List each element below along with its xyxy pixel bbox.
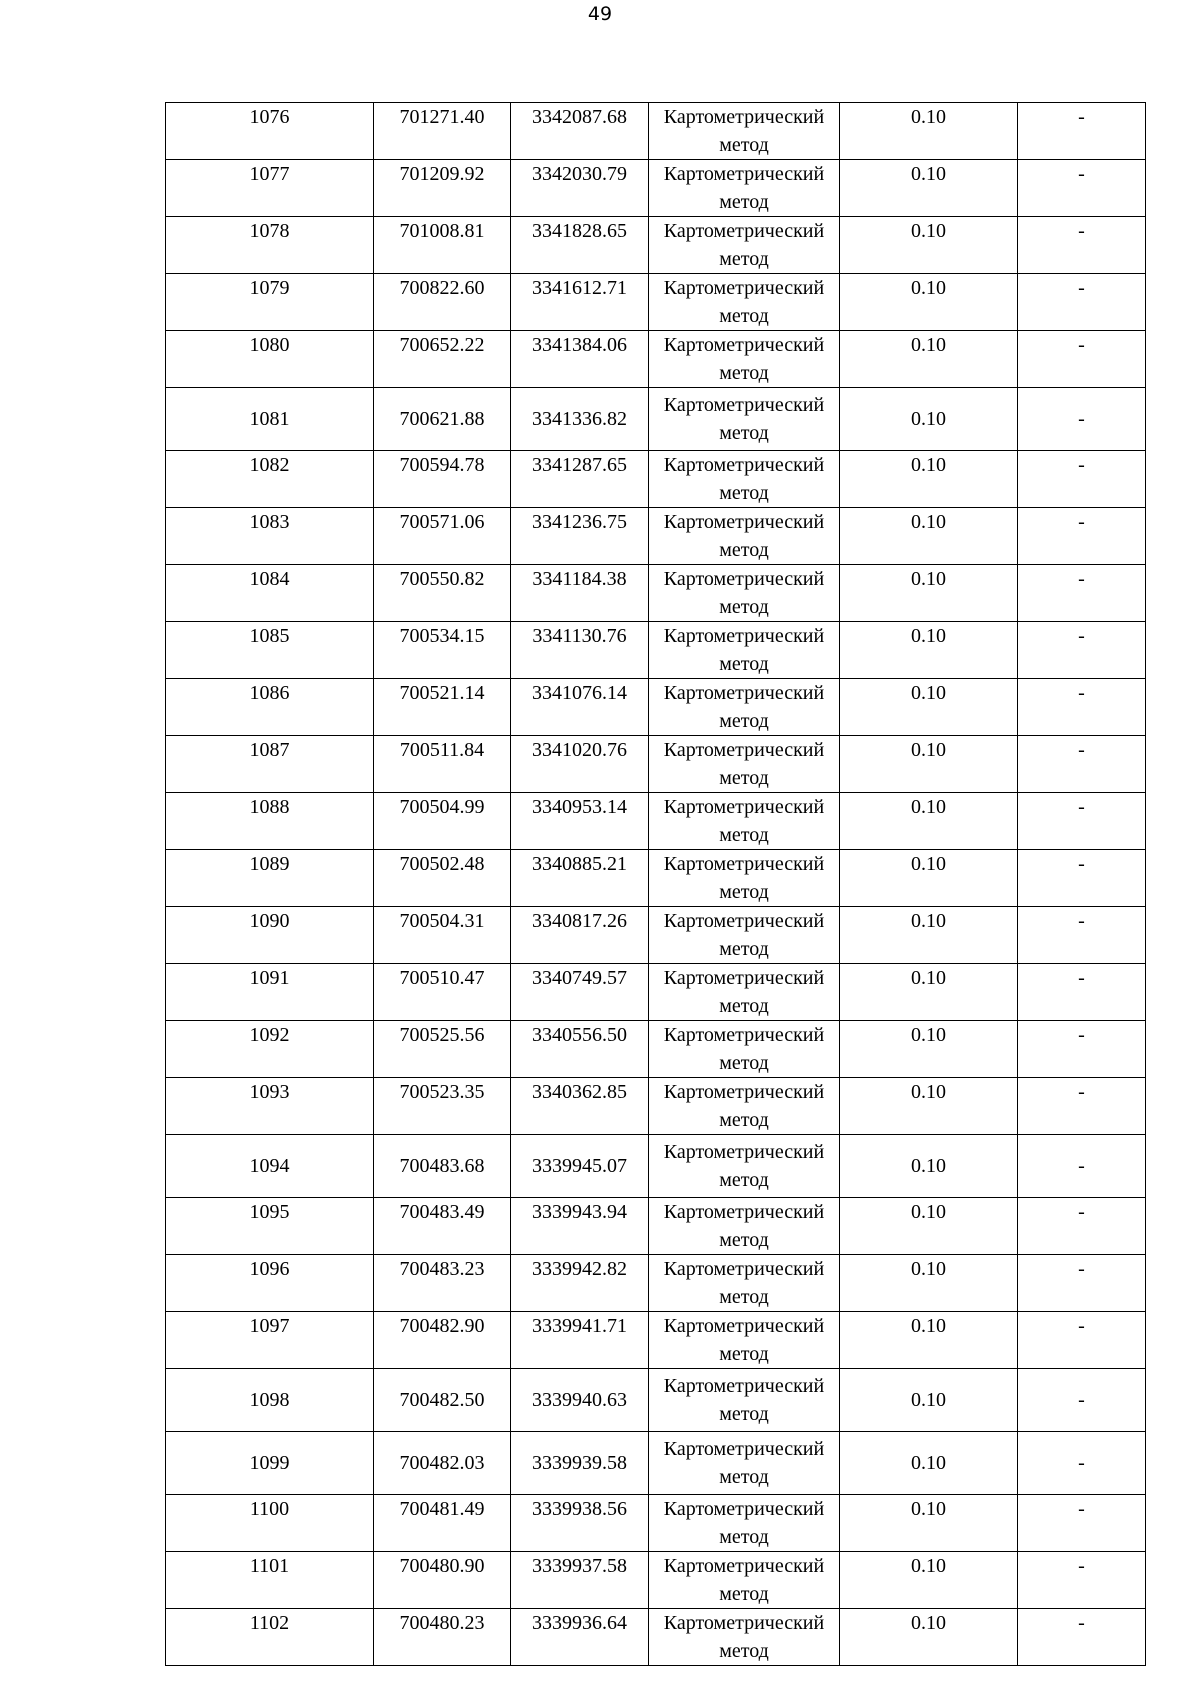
table-row (166, 388, 1146, 451)
point-number-cell: 1082 (166, 451, 374, 508)
method-cell (649, 217, 840, 274)
accuracy-cell: 0.10 (840, 1021, 1018, 1078)
x-coordinate-cell: 700483.23 (374, 1255, 511, 1312)
accuracy-cell: 0.10 (840, 103, 1018, 160)
method-line: метод (719, 191, 769, 213)
method-line: Картометрический (663, 277, 825, 299)
accuracy-cell: 0.10 (840, 1255, 1018, 1312)
note-cell: - (1018, 907, 1146, 964)
table-row (166, 1552, 1146, 1609)
point-number-cell: 1083 (166, 508, 374, 565)
y-coordinate-cell: 3341130.76 (511, 622, 649, 679)
x-coordinate-cell: 700483.49 (374, 1198, 511, 1255)
table-body (166, 103, 1146, 1666)
x-coordinate-cell: 700523.35 (374, 1078, 511, 1135)
x-coordinate-cell: 701209.92 (374, 160, 511, 217)
y-coordinate-cell: 3339940.63 (511, 1369, 649, 1432)
method-line: Картометрический (663, 1258, 825, 1280)
y-coordinate-cell: 3341020.76 (511, 736, 649, 793)
table-row (166, 1198, 1146, 1255)
method-cell (649, 1198, 840, 1255)
x-coordinate-cell: 700504.31 (374, 907, 511, 964)
method-line: метод (719, 362, 769, 384)
method-cell (649, 1495, 840, 1552)
method-line: Картометрический (663, 1201, 825, 1223)
x-coordinate-cell: 700571.06 (374, 508, 511, 565)
y-coordinate-cell: 3341384.06 (511, 331, 649, 388)
y-coordinate-cell: 3341076.14 (511, 679, 649, 736)
method-line: Картометрический (663, 163, 825, 185)
x-coordinate-cell: 700521.14 (374, 679, 511, 736)
accuracy-cell: 0.10 (840, 736, 1018, 793)
y-coordinate-cell: 3340749.57 (511, 964, 649, 1021)
method-cell (649, 1255, 840, 1312)
y-coordinate-cell: 3340817.26 (511, 907, 649, 964)
method-line: метод (719, 248, 769, 270)
method-cell (649, 508, 840, 565)
note-cell: - (1018, 388, 1146, 451)
table-row (166, 508, 1146, 565)
method-cell (649, 907, 840, 964)
method-line: метод (719, 422, 769, 444)
y-coordinate-cell: 3339937.58 (511, 1552, 649, 1609)
point-number-cell: 1101 (166, 1552, 374, 1609)
accuracy-cell: 0.10 (840, 274, 1018, 331)
y-coordinate-cell: 3340885.21 (511, 850, 649, 907)
table-row (166, 160, 1146, 217)
table-row (166, 964, 1146, 1021)
point-number-cell: 1098 (166, 1369, 374, 1432)
y-coordinate-cell: 3341184.38 (511, 565, 649, 622)
method-cell (649, 1021, 840, 1078)
note-cell: - (1018, 793, 1146, 850)
y-coordinate-cell: 3339945.07 (511, 1135, 649, 1198)
method-line: Картометрический (663, 106, 825, 128)
accuracy-cell: 0.10 (840, 679, 1018, 736)
table-row (166, 1609, 1146, 1666)
page-number: 49 (587, 3, 613, 25)
y-coordinate-cell: 3342030.79 (511, 160, 649, 217)
method-line: Картометрический (663, 334, 825, 356)
note-cell: - (1018, 103, 1146, 160)
point-number-cell: 1085 (166, 622, 374, 679)
method-line: метод (719, 1526, 769, 1548)
point-number-cell: 1102 (166, 1609, 374, 1666)
coordinates-table (165, 102, 1146, 1666)
method-cell (649, 451, 840, 508)
table-row (166, 1135, 1146, 1198)
method-line: метод (719, 539, 769, 561)
method-line: метод (719, 1640, 769, 1662)
method-line: метод (719, 710, 769, 732)
accuracy-cell: 0.10 (840, 907, 1018, 964)
method-line: Картометрический (663, 796, 825, 818)
method-line: Картометрический (663, 1555, 825, 1577)
table-row (166, 1021, 1146, 1078)
method-cell (649, 1432, 840, 1495)
table-row (166, 1078, 1146, 1135)
point-number-cell: 1079 (166, 274, 374, 331)
x-coordinate-cell: 701008.81 (374, 217, 511, 274)
method-line: Картометрический (663, 1315, 825, 1337)
table-row (166, 679, 1146, 736)
x-coordinate-cell: 700511.84 (374, 736, 511, 793)
point-number-cell: 1078 (166, 217, 374, 274)
x-coordinate-cell: 700483.68 (374, 1135, 511, 1198)
y-coordinate-cell: 3339936.64 (511, 1609, 649, 1666)
x-coordinate-cell: 701271.40 (374, 103, 511, 160)
method-cell (649, 964, 840, 1021)
point-number-cell: 1076 (166, 103, 374, 160)
point-number-cell: 1093 (166, 1078, 374, 1135)
method-cell (649, 1078, 840, 1135)
method-line: Картометрический (663, 1081, 825, 1103)
point-number-cell: 1092 (166, 1021, 374, 1078)
x-coordinate-cell: 700480.90 (374, 1552, 511, 1609)
method-cell (649, 1369, 840, 1432)
accuracy-cell: 0.10 (840, 1495, 1018, 1552)
method-line: метод (719, 1109, 769, 1131)
method-cell (649, 1312, 840, 1369)
x-coordinate-cell: 700621.88 (374, 388, 511, 451)
note-cell: - (1018, 1198, 1146, 1255)
y-coordinate-cell: 3339943.94 (511, 1198, 649, 1255)
table-row (166, 793, 1146, 850)
method-line: Картометрический (663, 967, 825, 989)
note-cell: - (1018, 1432, 1146, 1495)
method-line: метод (719, 1466, 769, 1488)
table-row (166, 565, 1146, 622)
accuracy-cell: 0.10 (840, 508, 1018, 565)
method-line: метод (719, 824, 769, 846)
table-row (166, 736, 1146, 793)
method-line: Картометрический (663, 853, 825, 875)
method-cell (649, 103, 840, 160)
y-coordinate-cell: 3341336.82 (511, 388, 649, 451)
point-number-cell: 1091 (166, 964, 374, 1021)
note-cell: - (1018, 1255, 1146, 1312)
method-line: Картометрический (663, 220, 825, 242)
accuracy-cell: 0.10 (840, 622, 1018, 679)
point-number-cell: 1097 (166, 1312, 374, 1369)
method-line: Картометрический (663, 1438, 825, 1460)
table-row (166, 217, 1146, 274)
method-line: метод (719, 881, 769, 903)
note-cell: - (1018, 565, 1146, 622)
point-number-cell: 1088 (166, 793, 374, 850)
y-coordinate-cell: 3340362.85 (511, 1078, 649, 1135)
accuracy-cell: 0.10 (840, 1312, 1018, 1369)
y-coordinate-cell: 3339938.56 (511, 1495, 649, 1552)
note-cell: - (1018, 217, 1146, 274)
note-cell: - (1018, 1552, 1146, 1609)
x-coordinate-cell: 700482.50 (374, 1369, 511, 1432)
point-number-cell: 1095 (166, 1198, 374, 1255)
method-cell (649, 1609, 840, 1666)
note-cell: - (1018, 622, 1146, 679)
note-cell: - (1018, 160, 1146, 217)
table-row (166, 1432, 1146, 1495)
method-cell (649, 565, 840, 622)
method-cell (649, 1135, 840, 1198)
method-line: Картометрический (663, 625, 825, 647)
note-cell: - (1018, 1609, 1146, 1666)
method-cell (649, 274, 840, 331)
accuracy-cell: 0.10 (840, 388, 1018, 451)
method-cell (649, 736, 840, 793)
accuracy-cell: 0.10 (840, 331, 1018, 388)
x-coordinate-cell: 700594.78 (374, 451, 511, 508)
table-row (166, 1312, 1146, 1369)
method-line: Картометрический (663, 454, 825, 476)
y-coordinate-cell: 3339942.82 (511, 1255, 649, 1312)
accuracy-cell: 0.10 (840, 217, 1018, 274)
y-coordinate-cell: 3341828.65 (511, 217, 649, 274)
accuracy-cell: 0.10 (840, 1432, 1018, 1495)
point-number-cell: 1081 (166, 388, 374, 451)
method-line: Картометрический (663, 1498, 825, 1520)
x-coordinate-cell: 700534.15 (374, 622, 511, 679)
note-cell: - (1018, 850, 1146, 907)
note-cell: - (1018, 331, 1146, 388)
note-cell: - (1018, 508, 1146, 565)
method-line: метод (719, 938, 769, 960)
method-line: метод (719, 596, 769, 618)
note-cell: - (1018, 964, 1146, 1021)
y-coordinate-cell: 3340556.50 (511, 1021, 649, 1078)
x-coordinate-cell: 700525.56 (374, 1021, 511, 1078)
method-cell (649, 1552, 840, 1609)
y-coordinate-cell: 3342087.68 (511, 103, 649, 160)
y-coordinate-cell: 3341287.65 (511, 451, 649, 508)
x-coordinate-cell: 700502.48 (374, 850, 511, 907)
note-cell: - (1018, 274, 1146, 331)
x-coordinate-cell: 700504.99 (374, 793, 511, 850)
method-line: метод (719, 1229, 769, 1251)
point-number-cell: 1086 (166, 679, 374, 736)
table-row (166, 907, 1146, 964)
accuracy-cell: 0.10 (840, 1369, 1018, 1432)
table-row (166, 1255, 1146, 1312)
method-line: метод (719, 1286, 769, 1308)
note-cell: - (1018, 736, 1146, 793)
point-number-cell: 1089 (166, 850, 374, 907)
x-coordinate-cell: 700510.47 (374, 964, 511, 1021)
point-number-cell: 1084 (166, 565, 374, 622)
y-coordinate-cell: 3341612.71 (511, 274, 649, 331)
method-line: метод (719, 995, 769, 1017)
y-coordinate-cell: 3341236.75 (511, 508, 649, 565)
method-cell (649, 679, 840, 736)
accuracy-cell: 0.10 (840, 565, 1018, 622)
method-line: Картометрический (663, 568, 825, 590)
accuracy-cell: 0.10 (840, 160, 1018, 217)
x-coordinate-cell: 700481.49 (374, 1495, 511, 1552)
table-row (166, 274, 1146, 331)
note-cell: - (1018, 1312, 1146, 1369)
method-line: Картометрический (663, 394, 825, 416)
accuracy-cell: 0.10 (840, 1198, 1018, 1255)
method-cell (649, 850, 840, 907)
note-cell: - (1018, 1135, 1146, 1198)
method-line: метод (719, 653, 769, 675)
accuracy-cell: 0.10 (840, 1609, 1018, 1666)
method-line: метод (719, 1403, 769, 1425)
method-line: метод (719, 1583, 769, 1605)
accuracy-cell: 0.10 (840, 850, 1018, 907)
accuracy-cell: 0.10 (840, 1078, 1018, 1135)
accuracy-cell: 0.10 (840, 451, 1018, 508)
method-cell (649, 160, 840, 217)
method-line: Картометрический (663, 1612, 825, 1634)
x-coordinate-cell: 700550.82 (374, 565, 511, 622)
method-line: Картометрический (663, 739, 825, 761)
accuracy-cell: 0.10 (840, 793, 1018, 850)
point-number-cell: 1077 (166, 160, 374, 217)
method-line: Картометрический (663, 1141, 825, 1163)
method-line: метод (719, 134, 769, 156)
method-cell (649, 388, 840, 451)
method-cell (649, 331, 840, 388)
point-number-cell: 1080 (166, 331, 374, 388)
point-number-cell: 1096 (166, 1255, 374, 1312)
x-coordinate-cell: 700482.90 (374, 1312, 511, 1369)
method-line: метод (719, 1169, 769, 1191)
method-line: Картометрический (663, 910, 825, 932)
note-cell: - (1018, 1078, 1146, 1135)
method-line: метод (719, 767, 769, 789)
note-cell: - (1018, 679, 1146, 736)
method-cell (649, 622, 840, 679)
point-number-cell: 1100 (166, 1495, 374, 1552)
note-cell: - (1018, 1495, 1146, 1552)
y-coordinate-cell: 3339941.71 (511, 1312, 649, 1369)
table-row (166, 451, 1146, 508)
note-cell: - (1018, 1021, 1146, 1078)
table-row (166, 1369, 1146, 1432)
point-number-cell: 1094 (166, 1135, 374, 1198)
point-number-cell: 1087 (166, 736, 374, 793)
method-line: метод (719, 482, 769, 504)
accuracy-cell: 0.10 (840, 1552, 1018, 1609)
y-coordinate-cell: 3340953.14 (511, 793, 649, 850)
y-coordinate-cell: 3339939.58 (511, 1432, 649, 1495)
method-cell (649, 793, 840, 850)
x-coordinate-cell: 700482.03 (374, 1432, 511, 1495)
accuracy-cell: 0.10 (840, 964, 1018, 1021)
point-number-cell: 1090 (166, 907, 374, 964)
table-row (166, 1495, 1146, 1552)
method-line: Картометрический (663, 511, 825, 533)
table-row (166, 331, 1146, 388)
method-line: Картометрический (663, 1024, 825, 1046)
method-line: Картометрический (663, 1375, 825, 1397)
note-cell: - (1018, 1369, 1146, 1432)
x-coordinate-cell: 700480.23 (374, 1609, 511, 1666)
x-coordinate-cell: 700652.22 (374, 331, 511, 388)
method-line: метод (719, 1052, 769, 1074)
accuracy-cell: 0.10 (840, 1135, 1018, 1198)
x-coordinate-cell: 700822.60 (374, 274, 511, 331)
method-line: метод (719, 305, 769, 327)
method-line: Картометрический (663, 682, 825, 704)
note-cell: - (1018, 451, 1146, 508)
table-row (166, 622, 1146, 679)
table-row (166, 103, 1146, 160)
point-number-cell: 1099 (166, 1432, 374, 1495)
table-row (166, 850, 1146, 907)
method-line: метод (719, 1343, 769, 1365)
